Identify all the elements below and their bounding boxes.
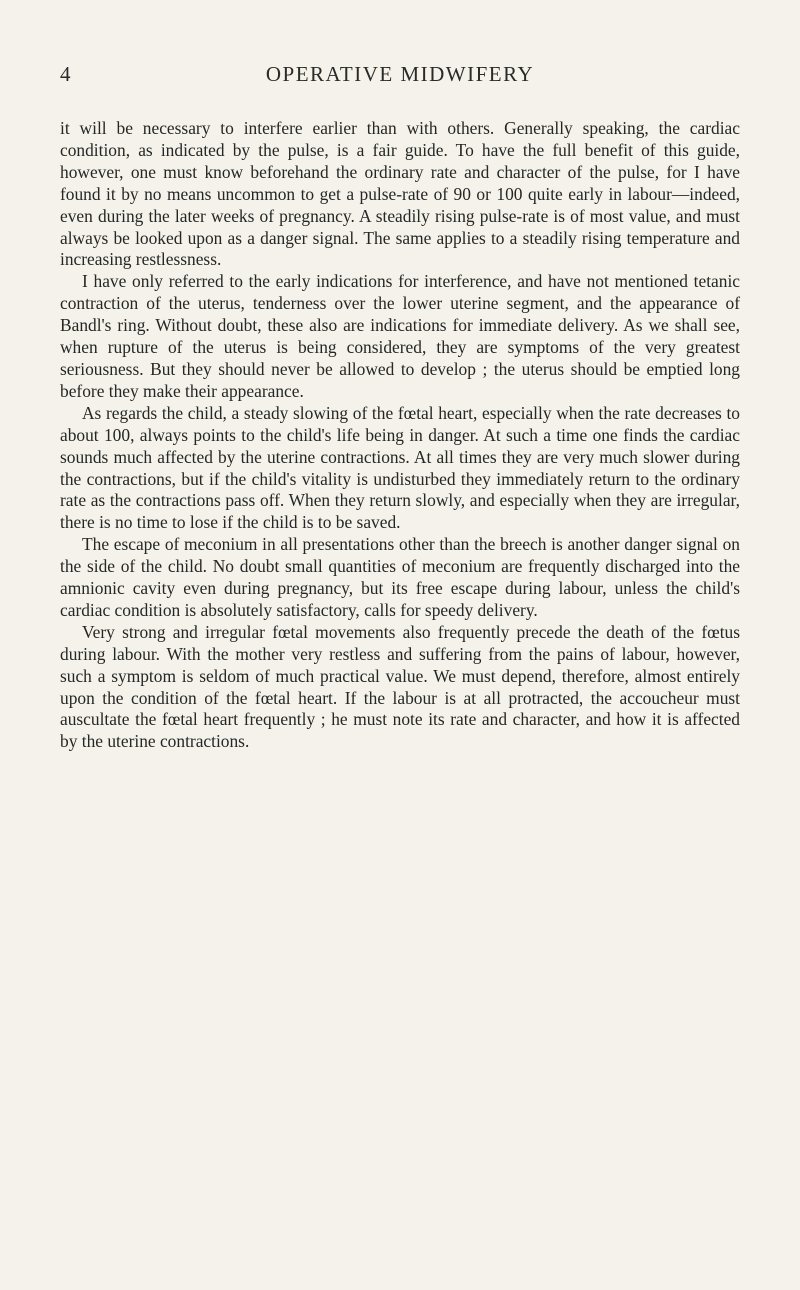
- paragraph-foetal-heart: As regards the child, a steady slowing of the fœtal heart, especially when the rate decreases to about 100, always points to the child's life being in danger. At such a time one finds the cardiac sounds much affected by the uterine contractions. At all times they are very much slower during the contractions, but if the child's vitality is undisturbed they immediately return to the ordinary rate as the contractions pass off. When they return slowly, and especially when they are irregular, there is no time to lose if the child is to be saved.: [60, 402, 740, 533]
- body-text: [60, 118, 740, 753]
- running-title: OPERATIVE MIDWIFERY: [265, 62, 535, 86]
- page-number: 4: [60, 62, 71, 86]
- paragraph-foetal-movements: Very strong and irregular fœtal movements also frequently precede the death of the fœtus during labour. With the mother very restless and suffering from the pains of labour, however, such a symptom is seldom of much practical value. We must depend, therefore, almost entirely upon the condition of the fœtal heart. If the labour is at all protracted, the accoucheur must auscultate the fœtal heart frequently ; he must note its rate and character, and how it is affected by the uterine contractions.: [60, 621, 740, 752]
- running-head: [60, 62, 740, 92]
- paragraph-meconium: The escape of meconium in all presentations other than the breech is another danger signal on the side of the child. No doubt small quantities of meconium are frequently discharged into the amnionic cavity even during pregnancy, but its free escape during labour, unless the child's cardiac condition is absolutely satisfactory, calls for speedy delivery.: [60, 534, 740, 620]
- paragraph-continuation: it will be necessary to interfere earlier than with others. Generally speaking, the cardiac condition, as indicated by the pulse, is a fair guide. To have the full benefit of this guide, however, one must know beforehand the ordinary rate and character of the pulse, for I have found it by no means uncommon to get a pulse-rate of 90 or 100 quite early in labour—indeed, even during the later weeks of pregnancy. A steadily rising pulse-rate is of most value, and must always be looked upon as a danger signal. The same applies to a steadily rising temperature and increasing restlessness.: [60, 118, 740, 270]
- paragraph-interference-indications: I have only referred to the early indications for interference, and have not mentioned tetanic contraction of the uterus, tenderness over the lower uterine segment, and the appearance of Bandl's ring. Without doubt, these also are indications for immediate delivery. As we shall see, when rupture of the uterus is being considered, they are symptoms of the very greatest seriousness. But they should never be allowed to develop ; the uterus should be emptied long before they make their appearance.: [60, 271, 740, 401]
